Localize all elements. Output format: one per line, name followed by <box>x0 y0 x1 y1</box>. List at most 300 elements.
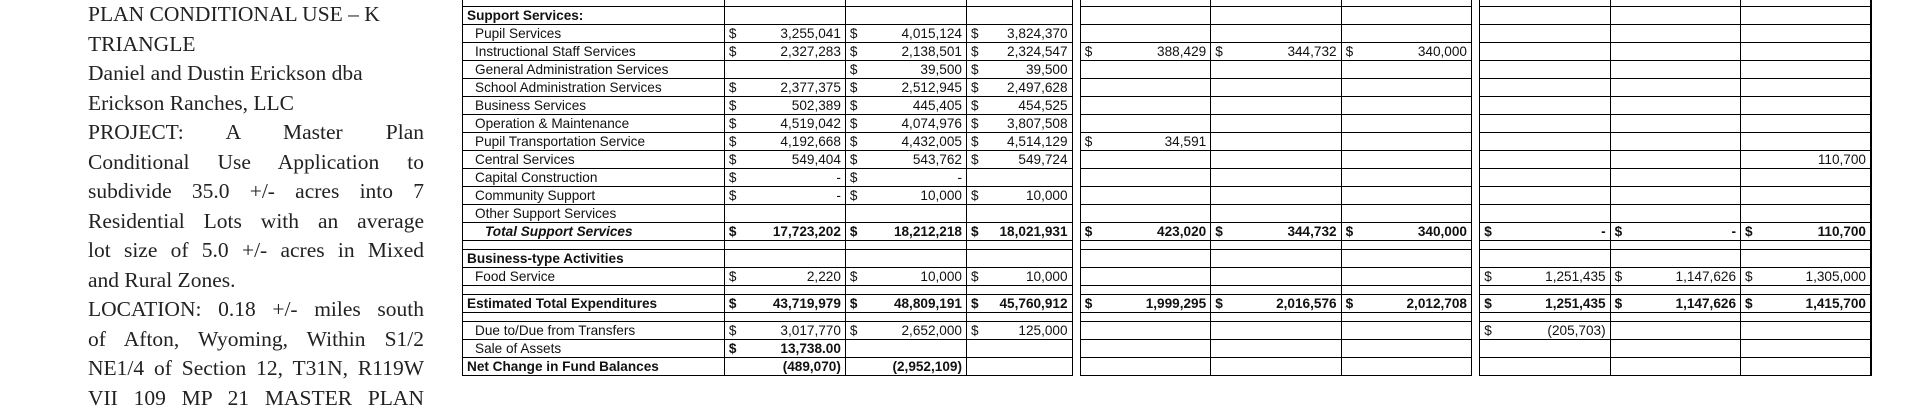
dollar-cell <box>966 250 985 268</box>
amount <box>1759 25 1871 43</box>
amount-cell <box>1229 250 1341 268</box>
amount <box>1629 169 1741 187</box>
amount <box>1629 322 1741 340</box>
dollar-cell <box>845 241 864 250</box>
dollar-sign <box>1341 97 1360 115</box>
label-cell <box>463 313 725 322</box>
dollar-sign <box>1211 151 1230 169</box>
amount <box>1759 322 1871 340</box>
dollar-sign: $ <box>1480 322 1499 340</box>
dollar-cell <box>1341 250 1360 268</box>
amount <box>1498 358 1610 376</box>
amount-cell <box>1759 286 1871 295</box>
column-gap <box>1471 205 1479 223</box>
amount <box>1629 79 1741 97</box>
dollar-sign: $ <box>724 268 743 286</box>
text-line: subdivide 35.0 +/- acres into 7 <box>88 177 424 207</box>
amount <box>1360 115 1472 133</box>
amount <box>1360 133 1472 151</box>
dollar-sign <box>1610 322 1629 340</box>
text-line: VII 109 MP 21 MASTER PLAN <box>88 384 424 413</box>
dollar-sign: $ <box>966 223 985 241</box>
amount: 4,432,005 <box>864 133 966 151</box>
dollar-sign <box>1741 25 1760 43</box>
dollar-cell <box>1480 286 1499 295</box>
dollar-sign <box>845 358 864 376</box>
amount: 110,700 <box>1759 151 1871 169</box>
dollar-sign <box>1080 205 1099 223</box>
amount: - <box>1629 223 1741 241</box>
dollar-cell <box>1080 313 1099 322</box>
amount <box>743 205 845 223</box>
column-gap <box>1072 250 1080 268</box>
dollar-sign: $ <box>724 169 743 187</box>
amount <box>864 340 966 358</box>
label-cell <box>463 286 725 295</box>
amount: 2,016,576 <box>1229 295 1341 313</box>
dollar-sign: $ <box>966 79 985 97</box>
dollar-sign <box>1610 187 1629 205</box>
dollar-sign: $ <box>845 322 864 340</box>
dollar-sign: $ <box>724 97 743 115</box>
dollar-sign <box>724 205 743 223</box>
amount: 4,192,668 <box>743 133 845 151</box>
dollar-cell <box>1211 286 1230 295</box>
column-gap <box>1471 268 1479 286</box>
support-row <box>463 61 1872 79</box>
dollar-cell <box>1741 313 1760 322</box>
amount: 10,000 <box>864 268 966 286</box>
dollar-sign <box>1341 268 1360 286</box>
amount <box>1498 43 1610 61</box>
column-gap <box>1471 286 1479 295</box>
amount <box>1099 25 1211 43</box>
amount: 549,724 <box>985 151 1072 169</box>
dollar-cell <box>1341 313 1360 322</box>
dollar-cell <box>1741 286 1760 295</box>
dollar-sign <box>1610 79 1629 97</box>
dollar-sign <box>1741 43 1760 61</box>
amount <box>1759 97 1871 115</box>
column-gap <box>1072 340 1080 358</box>
dollar-sign <box>1480 187 1499 205</box>
dollar-sign: $ <box>724 187 743 205</box>
amount: 2,512,945 <box>864 79 966 97</box>
amount <box>1498 169 1610 187</box>
text-line: LOCATION: 0.18 +/- miles south <box>88 295 424 325</box>
dollar-sign <box>1741 322 1760 340</box>
amount-cell <box>1229 286 1341 295</box>
amount <box>1229 187 1341 205</box>
amount <box>1229 322 1341 340</box>
dollar-sign: $ <box>724 295 743 313</box>
row-label: Estimated Total Expenditures <box>463 295 725 313</box>
dollar-sign: $ <box>845 79 864 97</box>
amount: 549,404 <box>743 151 845 169</box>
total-expenditures-row <box>463 295 1872 313</box>
amount-cell <box>985 313 1072 322</box>
dollar-sign <box>1741 358 1760 376</box>
amount <box>985 358 1072 376</box>
support-row <box>463 43 1872 61</box>
column-gap <box>1072 187 1080 205</box>
dollar-sign <box>1480 61 1499 79</box>
dollar-cell <box>1741 250 1760 268</box>
amount-cell <box>1629 7 1741 25</box>
row-label: Business Services <box>463 97 725 115</box>
dollar-sign: $ <box>724 322 743 340</box>
amount: 1,415,700 <box>1759 295 1871 313</box>
amount <box>1360 25 1472 43</box>
amount <box>1498 205 1610 223</box>
column-gap <box>1471 25 1479 43</box>
dollar-sign: $ <box>1610 223 1629 241</box>
dollar-sign: $ <box>724 43 743 61</box>
dollar-sign: $ <box>1480 268 1499 286</box>
dollar-sign: $ <box>1080 133 1099 151</box>
amount <box>1229 169 1341 187</box>
dollar-cell <box>966 286 985 295</box>
amount-cell <box>1229 241 1341 250</box>
amount <box>1099 151 1211 169</box>
support-row <box>463 187 1872 205</box>
amount <box>1099 340 1211 358</box>
sale-of-assets-row <box>463 340 1872 358</box>
text-line: lot size of 5.0 +/- acres in Mixed <box>88 236 424 266</box>
dollar-cell <box>845 286 864 295</box>
row-label: Central Services <box>463 151 725 169</box>
amount-cell <box>1498 250 1610 268</box>
amount <box>1629 358 1741 376</box>
dollar-sign <box>1610 169 1629 187</box>
amount <box>1099 97 1211 115</box>
dollar-sign <box>1480 169 1499 187</box>
spacer-row <box>463 286 1872 295</box>
column-gap <box>1471 43 1479 61</box>
dollar-sign <box>1341 25 1360 43</box>
row-label: School Administration Services <box>463 79 725 97</box>
amount-cell <box>864 7 966 25</box>
amount: 18,212,218 <box>864 223 966 241</box>
amount: 340,000 <box>1360 43 1472 61</box>
column-gap <box>1471 313 1479 322</box>
dollar-sign <box>1480 358 1499 376</box>
amount <box>1759 187 1871 205</box>
amount: 2,324,547 <box>985 43 1072 61</box>
amount-cell <box>985 241 1072 250</box>
amount: 445,405 <box>864 97 966 115</box>
amount <box>1498 25 1610 43</box>
amount-cell <box>864 286 966 295</box>
spacer-row <box>463 241 1872 250</box>
amount: 543,762 <box>864 151 966 169</box>
amount <box>1360 340 1472 358</box>
amount: 1,251,435 <box>1498 295 1610 313</box>
dollar-sign <box>1080 268 1099 286</box>
dollar-sign: $ <box>966 187 985 205</box>
dollar-sign <box>1480 25 1499 43</box>
dollar-cell <box>1211 313 1230 322</box>
dollar-sign <box>1080 97 1099 115</box>
dollar-sign <box>1080 169 1099 187</box>
amount <box>1759 169 1871 187</box>
amount: 4,015,124 <box>864 25 966 43</box>
dollar-sign <box>1480 79 1499 97</box>
amount <box>1229 340 1341 358</box>
dollar-sign: $ <box>845 43 864 61</box>
dollar-sign: $ <box>966 43 985 61</box>
dollar-sign <box>1211 115 1230 133</box>
amount-cell <box>743 241 845 250</box>
text-line: NE1/4 of Section 12, T31N, R119W <box>88 354 424 384</box>
amount <box>1360 205 1472 223</box>
dollar-sign <box>1480 151 1499 169</box>
dollar-sign: $ <box>1080 223 1099 241</box>
dollar-cell <box>845 250 864 268</box>
amount-cell <box>1759 241 1871 250</box>
dollar-sign: $ <box>1080 295 1099 313</box>
dollar-sign <box>1341 358 1360 376</box>
dollar-cell <box>1480 241 1499 250</box>
amount: 4,514,129 <box>985 133 1072 151</box>
dollar-sign <box>724 61 743 79</box>
amount-cell <box>864 241 966 250</box>
food-service-row <box>463 268 1872 286</box>
amount: 454,525 <box>985 97 1072 115</box>
amount: 48,809,191 <box>864 295 966 313</box>
dollar-sign: $ <box>1741 223 1760 241</box>
dollar-cell <box>845 7 864 25</box>
amount-cell <box>1498 286 1610 295</box>
dollar-sign <box>845 205 864 223</box>
dollar-sign <box>1341 205 1360 223</box>
dollar-sign <box>1610 205 1629 223</box>
amount <box>1099 268 1211 286</box>
amount <box>1099 205 1211 223</box>
amount: 388,429 <box>1099 43 1211 61</box>
dollar-sign <box>1480 43 1499 61</box>
column-gap <box>1072 151 1080 169</box>
dollar-sign <box>1341 115 1360 133</box>
column-gap <box>1471 295 1479 313</box>
amount <box>1360 322 1472 340</box>
dollar-sign: $ <box>845 151 864 169</box>
dollar-sign <box>1480 97 1499 115</box>
amount-cell <box>1360 241 1472 250</box>
dollar-cell <box>1080 7 1099 25</box>
dollar-sign: $ <box>1341 295 1360 313</box>
amount: 110,700 <box>1759 223 1871 241</box>
column-gap <box>1471 133 1479 151</box>
support-row <box>463 97 1872 115</box>
dollar-sign <box>1741 61 1760 79</box>
amount <box>1629 115 1741 133</box>
dollar-sign <box>1610 358 1629 376</box>
support-row <box>463 133 1872 151</box>
dollar-cell <box>1480 313 1499 322</box>
amount: 2,652,000 <box>864 322 966 340</box>
amount: 1,147,626 <box>1629 268 1741 286</box>
dollar-cell <box>845 313 864 322</box>
dollar-cell <box>1080 286 1099 295</box>
dollar-sign <box>1080 187 1099 205</box>
column-gap <box>1072 43 1080 61</box>
text-line: Residential Lots with an average <box>88 207 424 237</box>
column-gap <box>1471 97 1479 115</box>
dollar-sign <box>1080 358 1099 376</box>
dollar-sign <box>1741 187 1760 205</box>
row-label: Pupil Services <box>463 25 725 43</box>
amount <box>1498 187 1610 205</box>
dollar-sign: $ <box>1610 295 1629 313</box>
dollar-cell <box>724 7 743 25</box>
amount <box>1498 79 1610 97</box>
amount-cell <box>743 250 845 268</box>
business-activities-header <box>463 250 1872 268</box>
dollar-sign <box>1341 151 1360 169</box>
amount: 10,000 <box>864 187 966 205</box>
amount <box>1229 115 1341 133</box>
amount <box>1629 340 1741 358</box>
amount: 10,000 <box>985 187 1072 205</box>
amount <box>1759 358 1871 376</box>
dollar-sign: $ <box>845 97 864 115</box>
amount-cell <box>1629 241 1741 250</box>
amount: 2,220 <box>743 268 845 286</box>
amount <box>1099 358 1211 376</box>
amount: 4,519,042 <box>743 115 845 133</box>
amount: - <box>743 169 845 187</box>
support-row <box>463 151 1872 169</box>
dollar-sign <box>1741 340 1760 358</box>
amount <box>1229 79 1341 97</box>
amount-cell <box>743 286 845 295</box>
dollar-sign <box>1211 340 1230 358</box>
amount: 2,497,628 <box>985 79 1072 97</box>
amount-cell <box>1498 7 1610 25</box>
amount: (489,070) <box>743 358 845 376</box>
amount <box>1229 358 1341 376</box>
amount: 39,500 <box>864 61 966 79</box>
column-gap <box>1471 7 1479 25</box>
dollar-sign <box>966 169 985 187</box>
amount <box>1629 25 1741 43</box>
row-label: Total Support Services <box>463 223 725 241</box>
amount: 2,377,375 <box>743 79 845 97</box>
dollar-sign: $ <box>1341 223 1360 241</box>
column-gap <box>1471 187 1479 205</box>
hearing-notice-text <box>88 0 424 413</box>
dollar-sign <box>845 340 864 358</box>
amount <box>743 61 845 79</box>
amount <box>1099 115 1211 133</box>
dollar-sign: $ <box>1211 43 1230 61</box>
amount <box>1629 205 1741 223</box>
dollar-sign: $ <box>724 223 743 241</box>
amount: 340,000 <box>1360 223 1472 241</box>
dollar-sign <box>966 340 985 358</box>
amount-cell <box>1629 250 1741 268</box>
dollar-sign: $ <box>966 115 985 133</box>
dollar-cell <box>724 286 743 295</box>
dollar-sign: $ <box>966 322 985 340</box>
amount <box>1360 268 1472 286</box>
dollar-cell <box>1211 241 1230 250</box>
amount <box>1229 25 1341 43</box>
column-gap <box>1072 133 1080 151</box>
dollar-sign: $ <box>724 340 743 358</box>
amount-cell <box>864 250 966 268</box>
amount <box>1629 97 1741 115</box>
amount-cell <box>1360 250 1472 268</box>
dollar-sign <box>1341 322 1360 340</box>
dollar-sign <box>1211 268 1230 286</box>
dollar-sign: $ <box>966 151 985 169</box>
row-label: Net Change in Fund Balances <box>463 358 725 376</box>
amount <box>1360 61 1472 79</box>
dollar-sign <box>1341 340 1360 358</box>
amount: 2,012,708 <box>1360 295 1472 313</box>
dollar-sign <box>1610 43 1629 61</box>
amount-cell <box>1099 286 1211 295</box>
dollar-cell <box>1741 7 1760 25</box>
amount <box>1360 97 1472 115</box>
dollar-sign <box>1080 151 1099 169</box>
dollar-cell <box>1480 250 1499 268</box>
dollar-sign <box>1211 169 1230 187</box>
amount: 1,999,295 <box>1099 295 1211 313</box>
amount <box>1629 187 1741 205</box>
label-cell <box>463 241 725 250</box>
amount-cell <box>1229 313 1341 322</box>
dollar-sign <box>1480 205 1499 223</box>
amount-cell <box>1498 313 1610 322</box>
column-gap <box>1471 169 1479 187</box>
support-row <box>463 115 1872 133</box>
amount: 3,017,770 <box>743 322 845 340</box>
dollar-sign <box>724 358 743 376</box>
spacer-row <box>463 313 1872 322</box>
amount <box>1498 115 1610 133</box>
amount <box>1229 205 1341 223</box>
amount: 125,000 <box>985 322 1072 340</box>
dollar-sign <box>1080 322 1099 340</box>
amount: 423,020 <box>1099 223 1211 241</box>
dollar-cell <box>1080 250 1099 268</box>
dollar-cell <box>966 241 985 250</box>
dollar-cell <box>1211 7 1230 25</box>
amount: 3,255,041 <box>743 25 845 43</box>
column-gap <box>1471 61 1479 79</box>
budget-table <box>462 0 1872 376</box>
amount <box>1629 151 1741 169</box>
row-label: Instructional Staff Services <box>463 43 725 61</box>
amount: 10,000 <box>985 268 1072 286</box>
column-gap <box>1072 241 1080 250</box>
amount <box>1498 61 1610 79</box>
dollar-cell <box>724 241 743 250</box>
column-gap <box>1471 340 1479 358</box>
dollar-sign: $ <box>1480 295 1499 313</box>
dollar-cell <box>724 313 743 322</box>
row-label: Pupil Transportation Service <box>463 133 725 151</box>
amount <box>1099 169 1211 187</box>
amount <box>1759 79 1871 97</box>
dollar-cell <box>1610 241 1629 250</box>
amount <box>1759 340 1871 358</box>
dollar-sign <box>1211 358 1230 376</box>
amount <box>985 205 1072 223</box>
